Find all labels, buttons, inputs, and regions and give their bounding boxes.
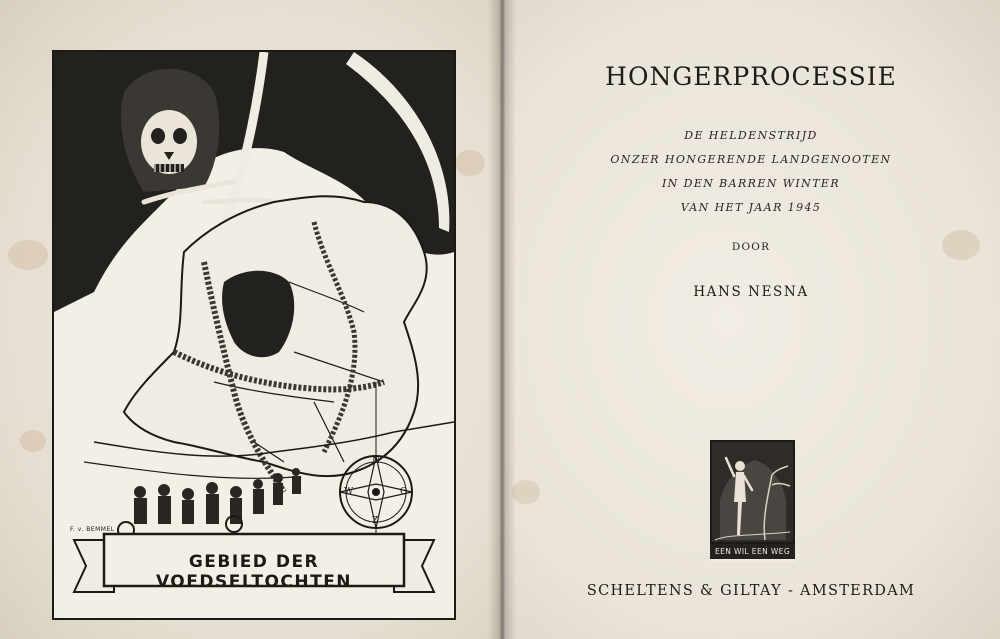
publisher-imprint: SCHELTENS & GILTAY - AMSTERDAM — [586, 583, 916, 599]
marching-people — [134, 468, 301, 524]
subtitle-line: VAN HET JAAR 1945 — [680, 201, 822, 214]
subtitle-line: DE HELDENSTRIJD — [684, 129, 818, 142]
compass-east: O — [400, 487, 408, 497]
compass-west: W — [344, 487, 354, 497]
publisher-mark-woodcut — [710, 440, 795, 544]
subtitle-line: ONZER HONGERENDE LANDGENOOTEN — [610, 153, 892, 166]
foxing-spot — [512, 480, 540, 504]
frontispiece-illustration — [52, 50, 456, 620]
book-title: HONGERPROCESSIE — [605, 62, 897, 91]
foxing-spot — [20, 430, 46, 452]
foxing-spot — [8, 240, 48, 270]
compass-south: Z — [372, 516, 379, 526]
subtitle-line: IN DEN BARREN WINTER — [661, 177, 841, 190]
artist-signature: F. v. BEMMEL — [70, 526, 115, 533]
publisher-motto: EEN WIL EEN WEG — [710, 544, 795, 559]
book-gutter — [488, 0, 516, 639]
map-illustration — [54, 52, 454, 618]
banner-caption: GEBIED DER VOEDSELTOCHTEN — [155, 552, 353, 592]
foxing-spot — [455, 150, 485, 176]
author-name: HANS NESNA — [693, 284, 809, 300]
by-label: DOOR — [731, 241, 771, 253]
compass-north: N — [372, 456, 380, 466]
